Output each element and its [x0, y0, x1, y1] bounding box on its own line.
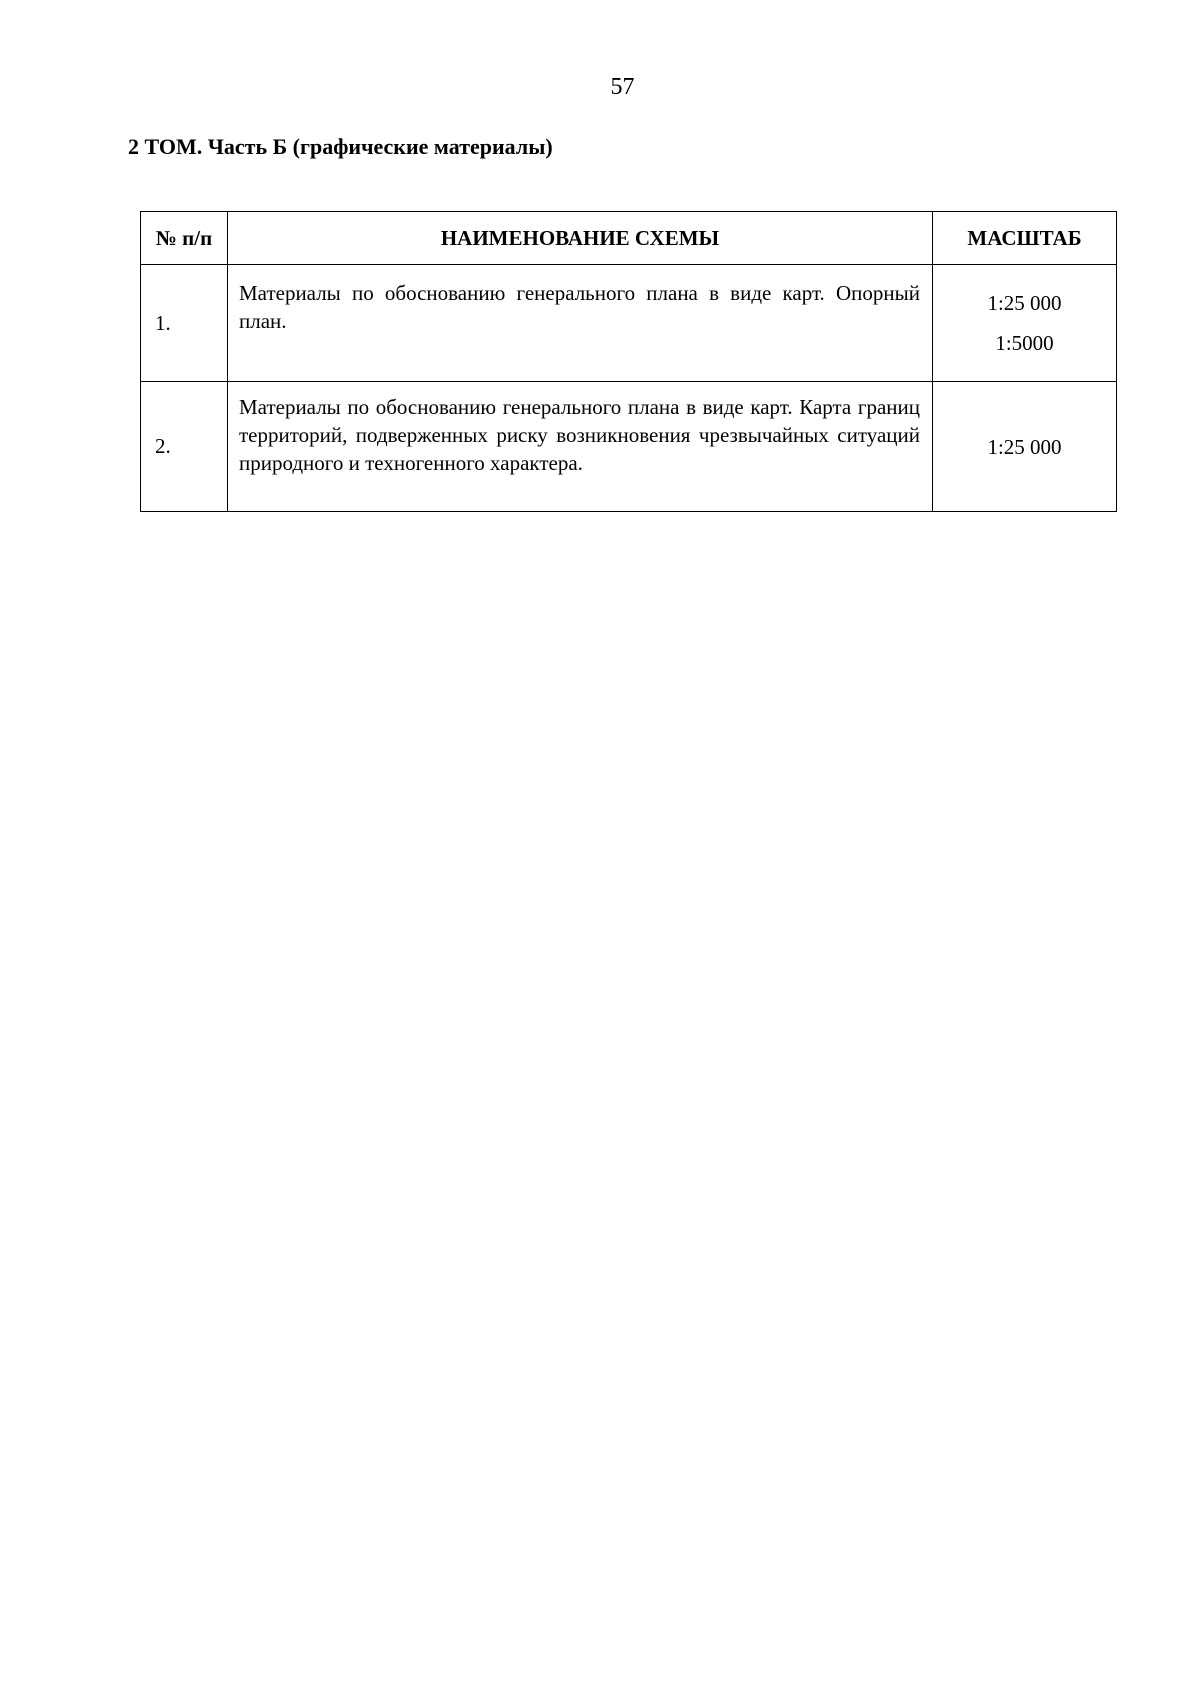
header-num: № п/п	[141, 212, 228, 265]
row-name: Материалы по обоснованию генерального плана в виде карт. Опорный план.	[228, 265, 933, 382]
row-num: 1.	[141, 265, 228, 382]
table-header-row	[141, 212, 1117, 265]
scale-value: 1:25 000	[987, 291, 1062, 315]
section-title: 2 ТОМ. Часть Б (графические материалы)	[128, 134, 553, 159]
page-number: 57	[610, 74, 635, 100]
scale-value: 1:5000	[995, 331, 1054, 355]
row-scale	[933, 382, 1117, 512]
table-row	[141, 382, 1117, 512]
table-row	[141, 265, 1117, 382]
row-name: Материалы по обоснованию генерального плана в виде карт. Карта границ территорий, подверженных риску возникновения чрезвычайных ситуаций природного и техногенного характера.	[228, 382, 933, 512]
row-num: 2.	[141, 382, 228, 512]
header-scale: МАСШТАБ	[933, 212, 1117, 265]
row-scale	[933, 265, 1117, 382]
schemes-table	[140, 211, 1117, 512]
header-name: НАИМЕНОВАНИЕ СХЕМЫ	[228, 212, 933, 265]
scale-value: 1:25 000	[987, 434, 1062, 459]
